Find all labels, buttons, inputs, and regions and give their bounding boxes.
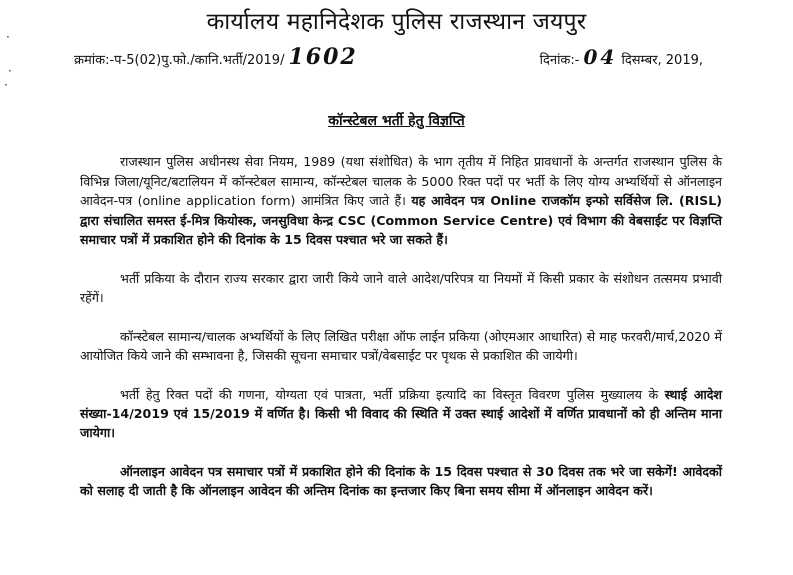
paragraph-1-part-b: यह आवेदन पत्र Online राजकॉम इन्फो सर्विसेज लि. (RISL) द्वारा संचालित समस्त ई-मित्र कियोस्क, जनसुविधा केन्द्र CSC (Common Service Centre) एवं विभाग की वेबसाईट पर विज्ञप्ति समाचार पत्रों में प्रकाशित होने की दिनांक के 15 दिवस पश्चात भरे जा सकते हैं। xyxy=(80,193,722,248)
notice-body xyxy=(80,152,722,520)
date-label: दिनांक:- xyxy=(539,53,580,68)
paragraph-1-part-a: राजस्थान पुलिस अधीनस्थ सेवा नियम, 1989 (यथा संशोधित) के भाग तृतीय में निहित प्रावधानों के अन्तर्गत राजस्थान पुलिस के विभिन्न जिला/यूनिट/बटालियन में कॉन्स्टेबल सामान्य, कॉन्स्टेबल चालक के 5000 रिक्त पदों पर भर्ती के लिए योग्य अभ्यर्थियों से ऑनलाइन आवेदन-पत्र (online application form) आमंत्रित किए जाते हैं। xyxy=(80,154,722,209)
paragraph-3: कॉन्स्टेबल सामान्य/चालक अभ्यर्थियों के लिए लिखित परीक्षा ऑफ लाईन प्रकिया (ओएमआर आधारित) से माह फरवरी/मार्च,2020 में आयोजित किये जाने की सम्भावना है, जिसकी सूचना समाचार पत्रों/वेबसाईट पर पृथक से प्रकाशित की जायेगी। xyxy=(80,328,722,364)
reference-number-prefix: क्रमांक:-प-5(02)पु.फो./कानि.भर्ती/2019/ xyxy=(74,53,285,68)
date-rest: दिसम्बर, 2019, xyxy=(621,53,703,68)
paragraph-2: भर्ती प्रकिया के दौरान राज्य सरकार द्वारा जारी किये जाने वाले आदेश/परिपत्र या नियमों में किसी प्रकार के संशोधन तत्समय प्रभावी रहेंगें। xyxy=(80,270,722,306)
reference-date xyxy=(540,45,703,69)
reference-row xyxy=(74,44,703,70)
scan-mark: · xyxy=(8,64,12,78)
scan-mark: · xyxy=(4,78,8,92)
paragraph-5-text: ऑनलाइन आवेदन पत्र समाचार पत्रों में प्रकाशित होने की दिनांक के 15 दिवस पश्चात से 30 दिवस तक भरे जा सकेगें! आवेदकों को सलाह दी जाती है कि ऑनलाइन आवेदन की अन्तिम दिनांक का इन्तजार किए बिना समय सीमा में ऑनलाइन आवेदन करें। xyxy=(80,463,722,499)
paragraph-1 xyxy=(80,152,722,250)
reference-number xyxy=(74,44,358,70)
notice-heading: कॉन्स्टेबल भर्ती हेतु विज्ञप्ति xyxy=(328,113,465,129)
scan-mark: · xyxy=(6,30,10,44)
paragraph-4-part-a: भर्ती हेतु रिक्त पदों की गणना, योग्यता एवं पात्रता, भर्ती प्रक्रिया इत्यादि का विस्तृत विवरण पुलिस मुख्यालय के xyxy=(120,386,665,402)
reference-number-handwritten: 1602 xyxy=(288,44,358,70)
paragraph-5 xyxy=(80,462,722,501)
paragraph-4 xyxy=(80,385,722,443)
paragraph-4-part-b: स्थाई आदेश संख्या-14/2019 एवं 15/2019 में वर्णित है। किसी भी विवाद की स्थिति में उक्त स्थाई आदेशों में वर्णित प्रावधानों को ही अन्तिम माना जायेगा। xyxy=(80,386,722,441)
office-title: कार्यालय महानिदेशक पुलिस राजस्थान जयपुर xyxy=(206,9,587,35)
date-day-handwritten: 04 xyxy=(583,45,618,69)
